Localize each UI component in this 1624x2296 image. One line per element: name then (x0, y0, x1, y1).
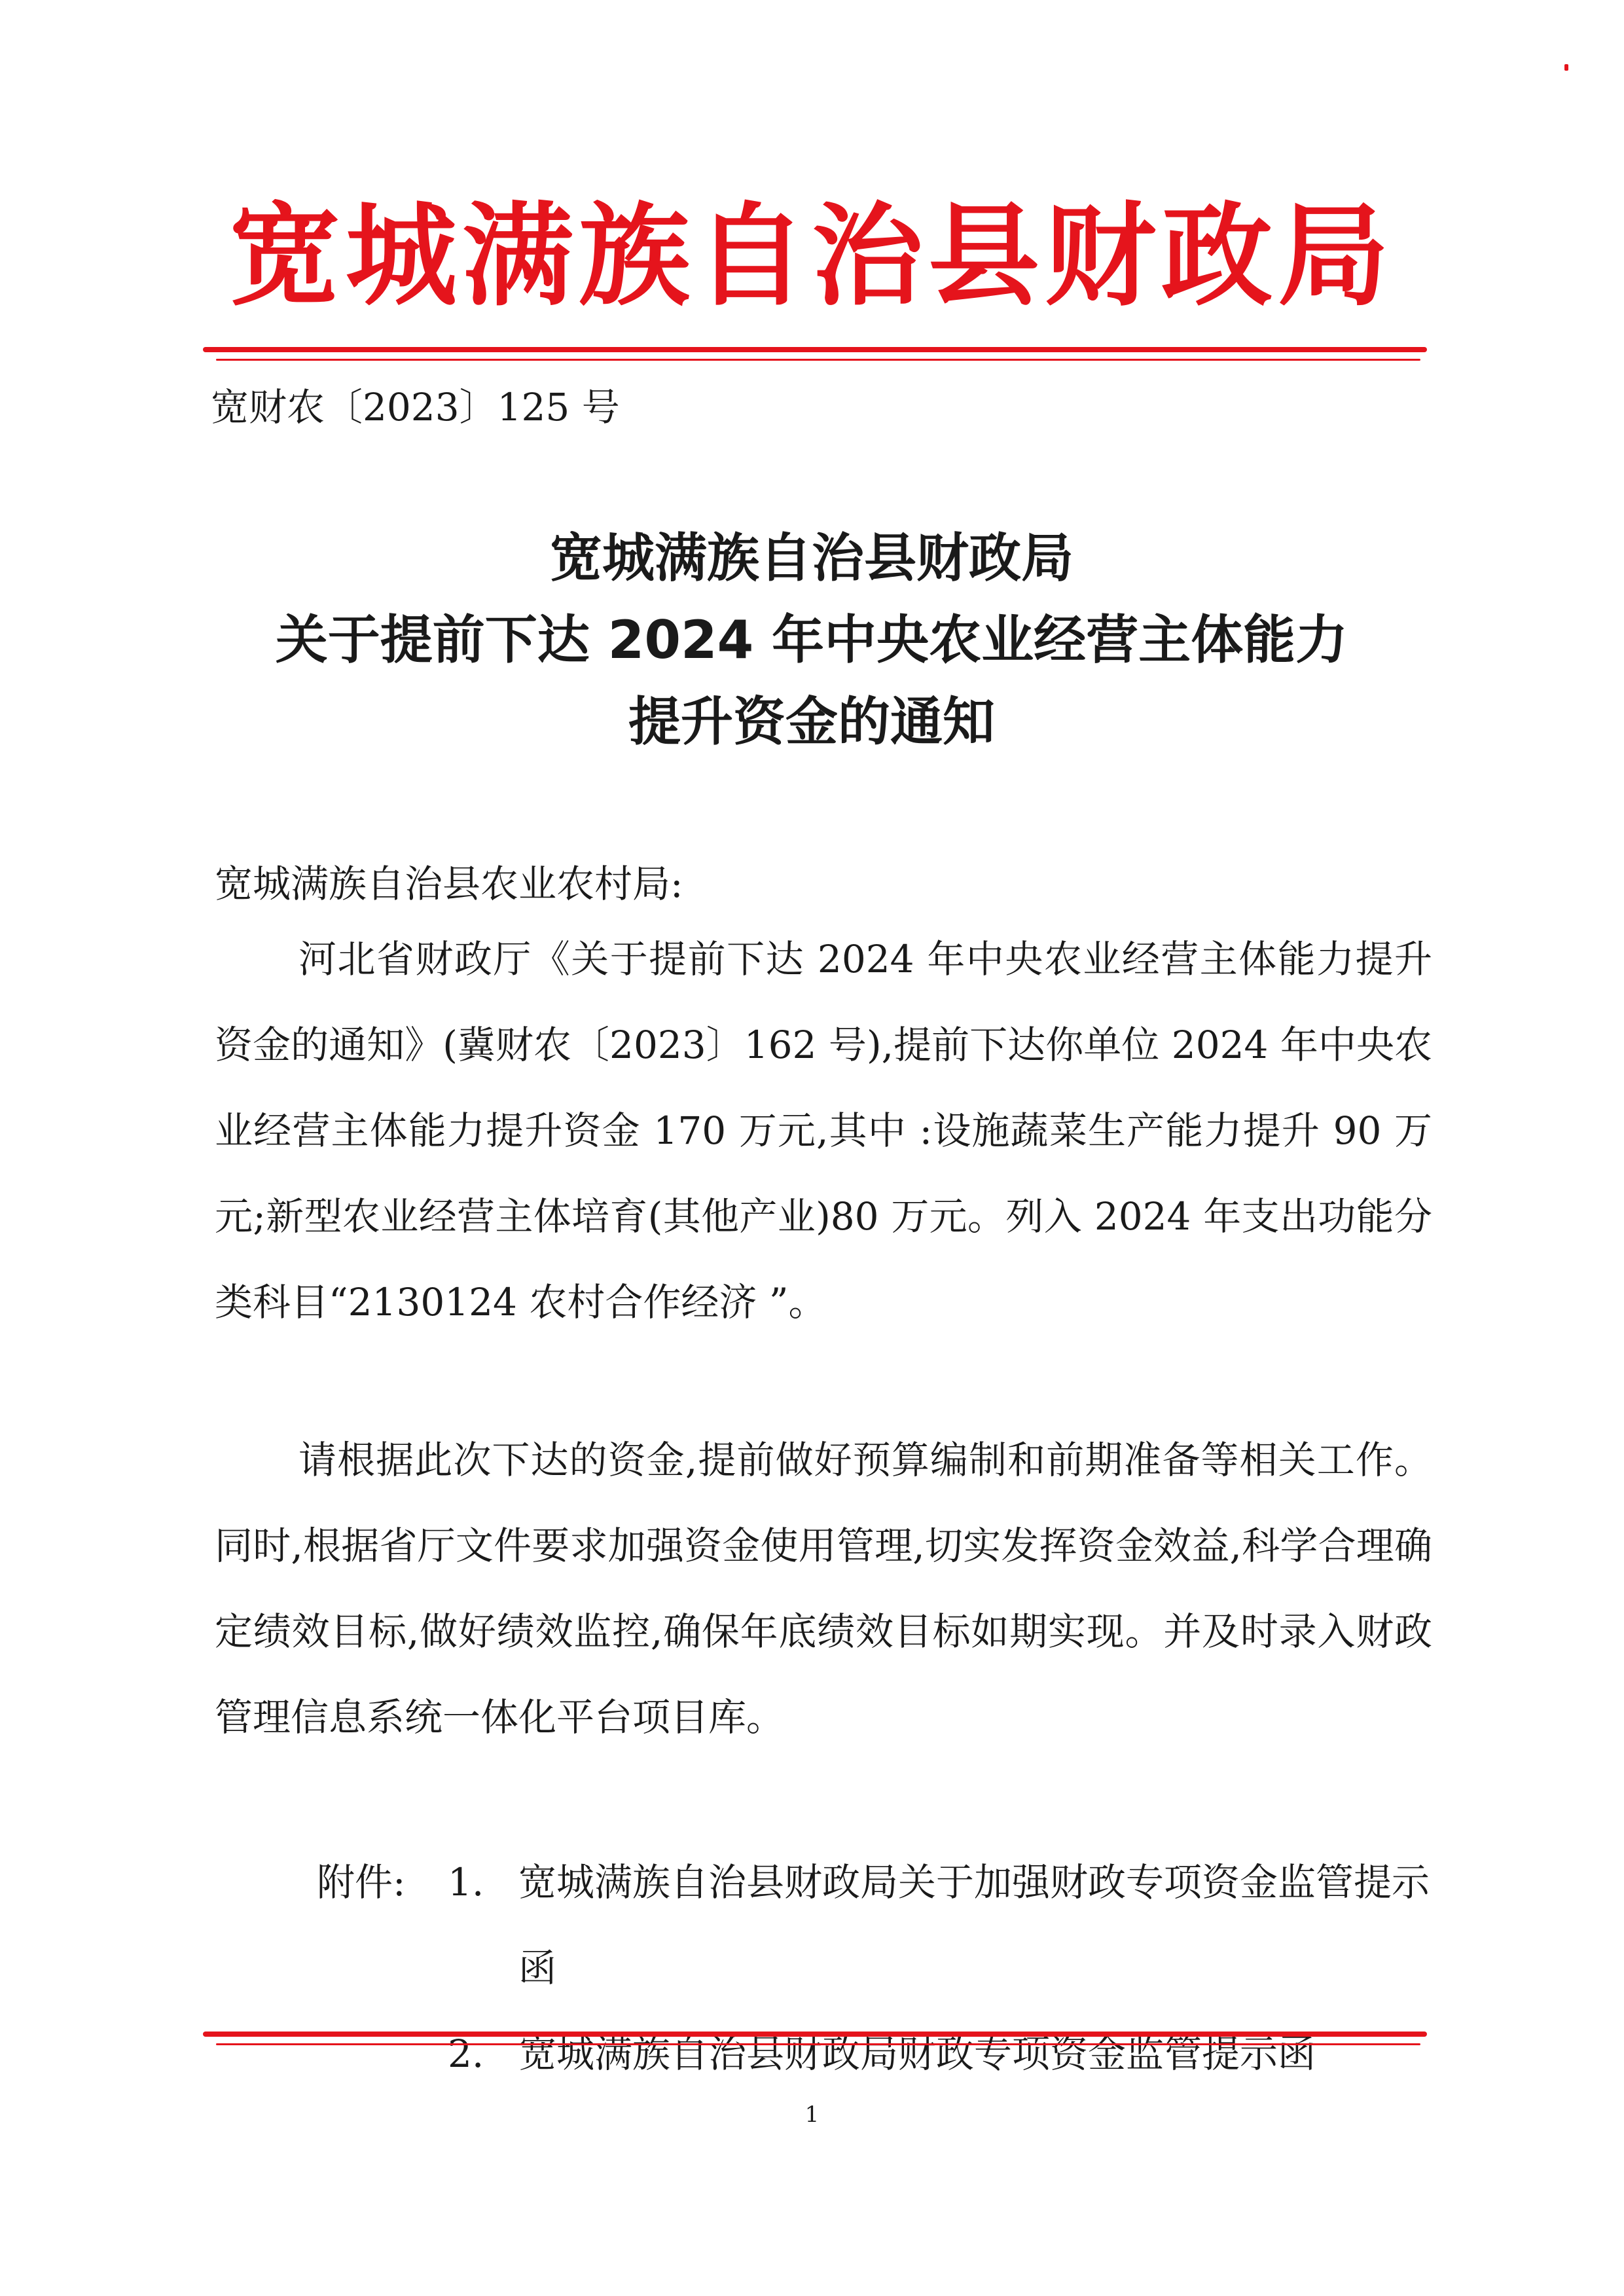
title-line-1: 宽城满族自治县财政局 (550, 528, 1074, 589)
masthead-red-line-thin (216, 359, 1420, 361)
body-paragraph-1: 河北省财政厅《关于提前下达 2024 年中央农业经营主体能力提升资金的通知》(冀财农〔2023〕162 号),提前下达你单位 2024 年中央农业经营主体能力提升资金 170 万元,其中 :设施蔬菜生产能力提升 90 万元;新型农业经营主体培育(其他产业)80 万元。列入 2024 年支出功能分类科目“2130124 农村合作经济 ”。 (215, 937, 1432, 1324)
edge-mark (1564, 64, 1568, 71)
footer-red-line (203, 2032, 1427, 2037)
attachment-number: 1. (448, 1860, 484, 1904)
masthead: 宽城满族自治县财政局 (228, 192, 1394, 321)
title-line-3: 提升资金的通知 (628, 691, 995, 752)
title-line-2: 关于提前下达 2024 年中央农业经营主体能力 (275, 610, 1348, 670)
document-title (196, 517, 1427, 763)
masthead-red-line (203, 347, 1427, 352)
document-number: 宽财农〔2023〕125 号 (211, 385, 620, 429)
attachment-number: 2. (448, 2032, 484, 2076)
body-paragraph-2: 请根据此次下达的资金,提前做好预算编制和前期准备等相关工作。同时,根据省厅文件要求加强资金使用管理,切实发挥资金效益,科学合理确定绩效目标,做好绩效监控,确保年底绩效目标如期实现。并及时录入财政管理信息系统一体化平台项目库。 (215, 1438, 1432, 1740)
addressee: 宽城满族自治县农业农村局: (215, 862, 683, 906)
attachments-label: 附件: (317, 1860, 406, 1904)
attachment-text: 宽城满族自治县财政局财政专项资金监管提示函 (518, 2032, 1316, 2076)
attachment-text: 宽城满族自治县财政局关于加强财政专项资金监管提示函 (518, 1860, 1430, 1990)
footer-red-line-thin (216, 2043, 1420, 2045)
page-number: 1 (804, 2102, 820, 2128)
